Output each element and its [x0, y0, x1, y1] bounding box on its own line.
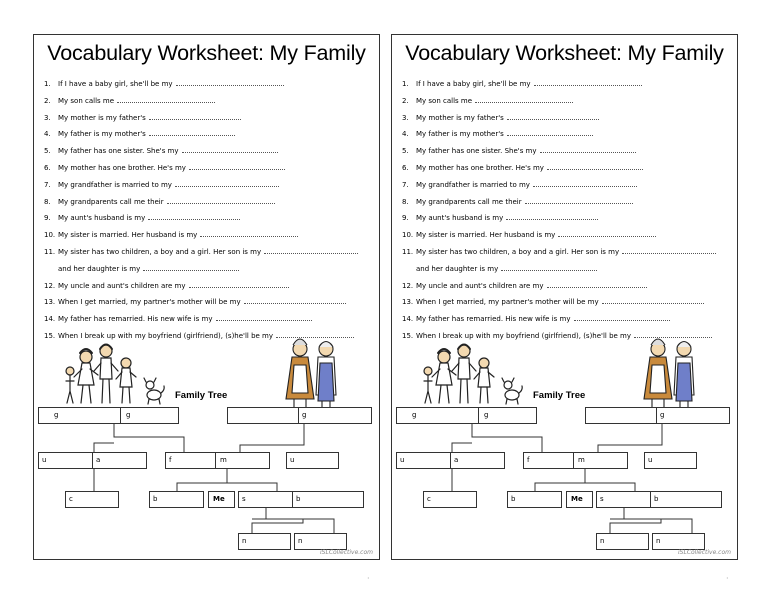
- tree-letter-uncle2: u: [648, 456, 653, 464]
- tree-box-grandparents-paternal[interactable]: [396, 407, 537, 424]
- worksheet-left: [33, 34, 380, 560]
- tree-letter-gp2b: g: [302, 411, 307, 419]
- question-text: When I break up with my boyfriend (girlfriend), (s)he'll be my: [416, 331, 632, 340]
- tree-letter-me: Me: [571, 495, 583, 503]
- question-number: 3.: [402, 113, 409, 122]
- question-number: 2.: [402, 96, 409, 105]
- question-text: and her daughter is my: [416, 264, 499, 273]
- question-number: 13.: [44, 298, 56, 307]
- question-number: 1.: [44, 80, 51, 88]
- question-text: When I break up with my boyfriend (girlfriend), (s)he'll be my: [58, 331, 274, 340]
- family-tree-label: Family Tree: [175, 390, 228, 401]
- question-number: 1.: [402, 80, 409, 88]
- worksheet-right: [391, 34, 738, 560]
- question-text: My mother is my father's: [58, 113, 146, 122]
- tree-letter-gp1b: g: [126, 411, 131, 419]
- question-text: My father has one sister. She's my: [416, 147, 537, 156]
- question-text: My sister has two children, a boy and a girl. Her son is my: [58, 247, 262, 256]
- question-number: 15.: [44, 331, 56, 340]
- tree-divider-gp2: [298, 407, 299, 424]
- tree-box-parents[interactable]: [165, 452, 270, 469]
- family-tree-lines: [392, 35, 738, 560]
- tree-letter-aunt: a: [96, 456, 101, 464]
- question-text: My son calls me: [416, 96, 473, 105]
- question-text: My aunt's husband is my: [416, 214, 504, 223]
- question-text: My sister has two children, a boy and a girl. Her son is my: [416, 247, 620, 256]
- tree-letter-gp1b: g: [484, 411, 489, 419]
- tree-divider-gp1: [120, 407, 121, 424]
- question-number: 10.: [44, 231, 56, 240]
- tree-letter-brother: b: [153, 495, 158, 503]
- tree-box-sister-husband[interactable]: [596, 491, 722, 508]
- tree-letter-sister: s: [600, 495, 604, 503]
- tree-box-sister-husband[interactable]: [238, 491, 364, 508]
- tree-divider-sister: [650, 491, 651, 508]
- tree-divider-gp1: [478, 407, 479, 424]
- question-text: If I have a baby girl, she'll be my: [416, 80, 531, 88]
- tree-letter-uncle: u: [42, 456, 47, 464]
- bottom-mark-right: ·: [726, 574, 729, 583]
- question-number: 7.: [44, 180, 51, 189]
- question-number: 6.: [402, 163, 409, 172]
- tree-letter-gp2b: g: [660, 411, 665, 419]
- worksheet-title: Vocabulary Worksheet: My Family: [47, 41, 366, 65]
- question-text: When I get married, my partner's mother will be my: [58, 298, 241, 307]
- question-text: My aunt's husband is my: [58, 214, 146, 223]
- family-tree-label: Family Tree: [533, 390, 586, 401]
- question-number: 4.: [402, 130, 409, 139]
- question-number: 4.: [44, 130, 51, 139]
- question-text: My sister is married. Her husband is my: [416, 231, 556, 240]
- question-text: My uncle and aunt's children are my: [416, 281, 544, 290]
- tree-divider-ua: [450, 452, 451, 469]
- tree-letter-uncle: u: [400, 456, 405, 464]
- question-text: My father is my mother's: [58, 130, 146, 139]
- tree-letter-niece: n: [298, 537, 303, 545]
- tree-divider-parents: [215, 452, 216, 469]
- tree-letter-brother-in-law: b: [296, 495, 301, 503]
- question-text: My son calls me: [58, 96, 115, 105]
- tree-box-cousin[interactable]: [65, 491, 119, 508]
- question-number: 14.: [402, 315, 414, 324]
- tree-letter-brother: b: [511, 495, 516, 503]
- family-tree-lines: [34, 35, 380, 560]
- question-number: 3.: [44, 113, 51, 122]
- question-number: 9.: [402, 214, 409, 223]
- tree-letter-cousin: c: [69, 495, 73, 503]
- tree-divider-sister: [292, 491, 293, 508]
- question-text: My grandfather is married to my: [416, 180, 530, 189]
- question-text: When I get married, my partner's mother will be my: [416, 298, 599, 307]
- question-number: 11.: [402, 247, 414, 256]
- question-text: My grandfather is married to my: [58, 180, 172, 189]
- tree-letter-mother: m: [578, 456, 585, 464]
- tree-letter-cousin: c: [427, 495, 431, 503]
- tree-letter-nephew: n: [242, 537, 247, 545]
- question-text: My uncle and aunt's children are my: [58, 281, 186, 290]
- question-number: 13.: [402, 298, 414, 307]
- tree-letter-me: Me: [213, 495, 225, 503]
- tree-letter-sister: s: [242, 495, 246, 503]
- question-number: 2.: [44, 96, 51, 105]
- question-text: and her daughter is my: [58, 264, 141, 273]
- tree-letter-uncle2: u: [290, 456, 295, 464]
- question-text: My sister is married. Her husband is my: [58, 231, 198, 240]
- tree-letter-gp1a: g: [412, 411, 417, 419]
- question-number: 6.: [44, 163, 51, 172]
- worksheet-title: Vocabulary Worksheet: My Family: [405, 41, 724, 65]
- question-number: 15.: [402, 331, 414, 340]
- question-text: My father has one sister. She's my: [58, 147, 179, 156]
- tree-divider-gp2: [656, 407, 657, 424]
- tree-letter-gp1a: g: [54, 411, 59, 419]
- bottom-mark-left: ·: [367, 574, 370, 583]
- question-text: My mother has one brother. He's my: [416, 163, 544, 172]
- watermark: iSLCollective.com: [320, 549, 373, 556]
- tree-box-grandparents-maternal[interactable]: [227, 407, 372, 424]
- watermark: iSLCollective.com: [678, 549, 731, 556]
- question-number: 5.: [44, 147, 51, 156]
- tree-letter-brother-in-law: b: [654, 495, 659, 503]
- question-text: My father has remarried. His new wife is my: [58, 315, 213, 324]
- tree-box-cousin[interactable]: [423, 491, 477, 508]
- question-text: My mother is my father's: [416, 113, 504, 122]
- question-text: My father has remarried. His new wife is my: [416, 315, 571, 324]
- tree-letter-mother: m: [220, 456, 227, 464]
- tree-divider-ua: [92, 452, 93, 469]
- tree-letter-father: f: [527, 456, 530, 464]
- tree-box-grandparents-maternal[interactable]: [585, 407, 730, 424]
- tree-letter-aunt: a: [454, 456, 459, 464]
- question-number: 11.: [44, 247, 56, 256]
- question-text: My mother has one brother. He's my: [58, 163, 186, 172]
- question-number: 9.: [44, 214, 51, 223]
- tree-box-parents[interactable]: [523, 452, 628, 469]
- question-number: 12.: [402, 281, 414, 290]
- question-number: 14.: [44, 315, 56, 324]
- tree-letter-niece: n: [656, 537, 661, 545]
- question-number: 7.: [402, 180, 409, 189]
- question-number: 5.: [402, 147, 409, 156]
- tree-letter-father: f: [169, 456, 172, 464]
- question-text: If I have a baby girl, she'll be my: [58, 80, 173, 88]
- question-number: 8.: [402, 197, 409, 206]
- question-number: 8.: [44, 197, 51, 206]
- tree-box-grandparents-paternal[interactable]: [38, 407, 179, 424]
- tree-letter-nephew: n: [600, 537, 605, 545]
- question-text: My father is my mother's: [416, 130, 504, 139]
- question-text: My grandparents call me their: [416, 197, 522, 206]
- question-text: My grandparents call me their: [58, 197, 164, 206]
- question-number: 10.: [402, 231, 414, 240]
- question-number: 12.: [44, 281, 56, 290]
- tree-divider-parents: [573, 452, 574, 469]
